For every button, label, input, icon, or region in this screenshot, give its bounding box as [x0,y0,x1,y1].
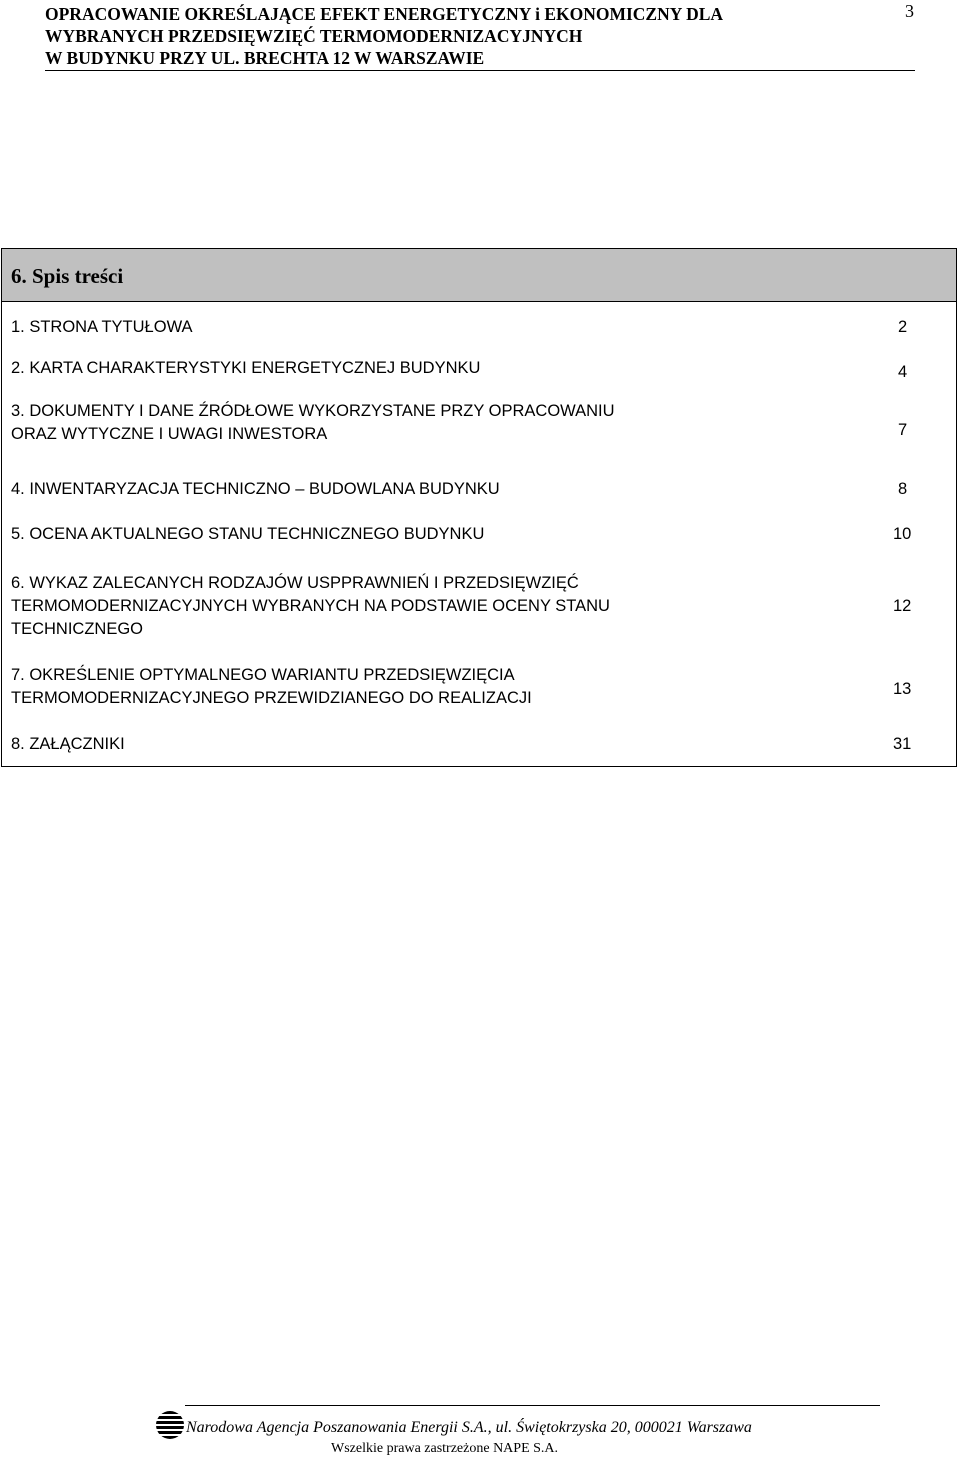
toc-entry-8-page: 31 [893,735,912,753]
toc-entry-1-line-1: 1. STRONA TYTUŁOWA [11,318,193,336]
toc-entry-2-page: 4 [898,363,908,381]
header-line-1: OPRACOWANIE OKREŚLAJĄCE EFEKT ENERGETYCZNY i EKONOMICZNY DLA [45,4,724,24]
footer-copyright: Wszelkie prawa zastrzeżone NAPE S.A. [331,1441,559,1456]
footer-address: Narodowa Agencja Poszanowania Energii S.A., ul. Świętokrzyska 20, 000021 Warszawa [186,1419,752,1436]
toc-entry-6-line-1: 6. WYKAZ ZALECANYCH RODZAJÓW USPPRAWNIEŃ I PRZEDSIĘWZIĘĆ [11,574,579,592]
toc-entry-6-page: 12 [893,597,912,615]
toc-title: 6. Spis treści [11,264,124,288]
toc-entry-7[interactable] [11,664,861,710]
toc-entry-5[interactable] [11,523,861,546]
header-line-2: WYBRANYCH PRZEDSIĘWZIĘĆ TERMOMODERNIZACYJNYCH [45,26,583,46]
toc-entry-6[interactable] [11,572,861,641]
toc-entry-7-page: 13 [893,680,912,698]
header-divider [45,70,915,71]
toc-entry-3[interactable] [11,400,861,446]
toc-entry-4[interactable] [11,478,861,501]
toc-entry-5-line-1: 5. OCENA AKTUALNEGO STANU TECHNICZNEGO BUDYNKU [11,525,485,543]
toc-entry-7-line-1: 7. OKREŚLENIE OPTYMALNEGO WARIANTU PRZEDSIĘWZIĘCIA [11,666,515,684]
toc-entry-2-line-1: 2. KARTA CHARAKTERYSTYKI ENERGETYCZNEJ BUDYNKU [11,359,481,377]
toc-entry-8-line-1: 8. ZAŁĄCZNIKI [11,735,125,753]
document-header [45,3,915,69]
toc-entry-3-line-1: 3. DOKUMENTY I DANE ŹRÓDŁOWE WYKORZYSTANE PRZY OPRACOWANIU [11,402,615,420]
header-line-3: W BUDYNKU PRZY UL. BRECHTA 12 W WARSZAWIE [45,48,485,68]
toc-entry-4-page: 8 [898,480,908,498]
toc-entry-1-page: 2 [898,318,908,336]
toc-entry-3-line-2: ORAZ WYTYCZNE I UWAGI INWESTORA [11,425,328,443]
toc-entry-2[interactable] [11,357,861,380]
toc-entry-3-page: 7 [898,421,908,439]
toc-header-band [2,249,956,302]
toc-entry-4-line-1: 4. INWENTARYZACJA TECHNICZNO – BUDOWLANA BUDYNKU [11,480,500,498]
nape-logo-icon [155,1409,185,1443]
toc-entry-1[interactable] [11,316,861,339]
toc-entry-7-line-2: TERMOMODERNIZACYJNEGO PRZEWIDZIANEGO DO REALIZACJI [11,689,532,707]
toc-entry-5-page: 10 [893,525,912,543]
toc-entry-6-line-2: TERMOMODERNIZACYJNYCH WYBRANYCH NA PODSTAWIE OCENY STANU [11,597,610,615]
toc-entry-6-line-3: TECHNICZNEGO [11,620,143,638]
footer-divider [185,1405,880,1406]
table-of-contents [1,248,957,767]
page-number: 3 [905,1,914,21]
toc-entry-8[interactable] [11,733,861,756]
